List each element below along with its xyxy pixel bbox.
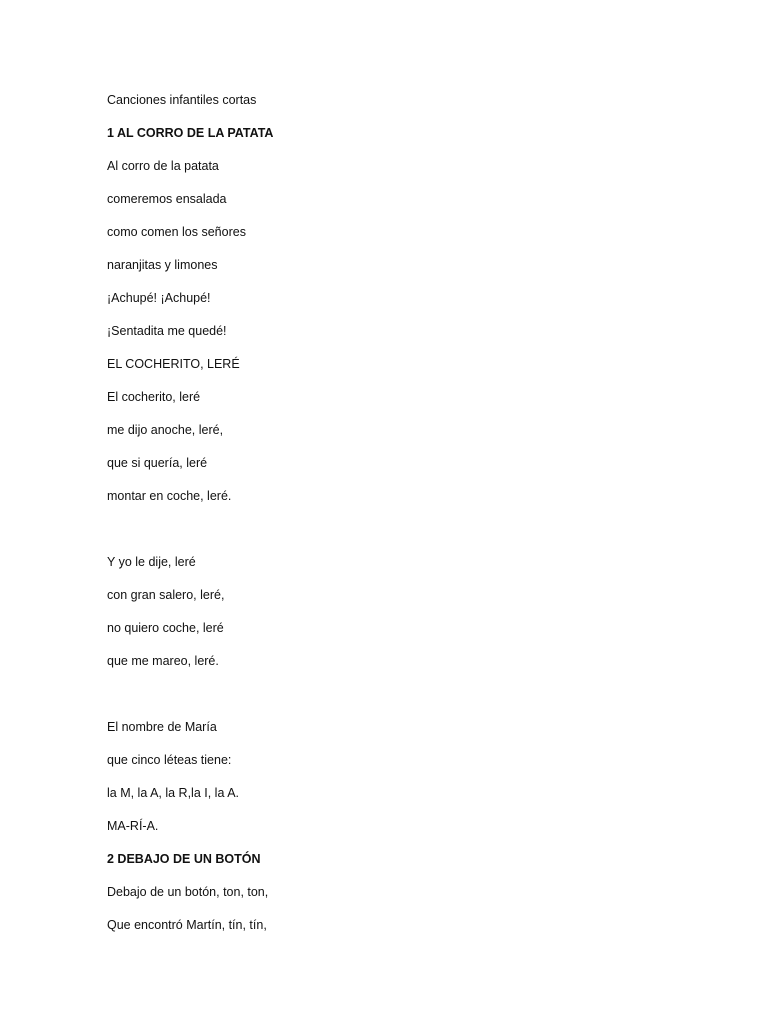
text-line: que me mareo, leré. <box>107 654 219 668</box>
text-line: naranjitas y limones <box>107 258 218 272</box>
text-line: montar en coche, leré. <box>107 489 232 503</box>
document-body <box>107 91 273 949</box>
text-line: EL COCHERITO, LERÉ <box>107 357 240 371</box>
text-line: El cocherito, leré <box>107 390 201 404</box>
text-line: Y yo le dije, leré <box>107 555 196 569</box>
text-line: la M, la A, la R,la I, la A. <box>107 786 240 800</box>
text-line: MA-RÍ-A. <box>107 819 159 833</box>
text-line: me dijo anoche, leré, <box>107 423 224 437</box>
section-heading: 1 AL CORRO DE LA PATATA <box>107 126 274 140</box>
text-line: ¡Sentadita me quedé! <box>107 324 227 338</box>
text-line: Al corro de la patata <box>107 159 219 173</box>
text-line: que si quería, leré <box>107 456 208 470</box>
text-line: Debajo de un botón, ton, ton, <box>107 885 269 899</box>
text-line: que cinco léteas tiene: <box>107 753 232 767</box>
text-line: El nombre de María <box>107 720 217 734</box>
text-line: con gran salero, leré, <box>107 588 225 602</box>
text-line: no quiero coche, leré <box>107 621 224 635</box>
text-line: Que encontró Martín, tín, tín, <box>107 918 267 932</box>
text-line: como comen los señores <box>107 225 246 239</box>
text-line: ¡Achupé! ¡Achupé! <box>107 291 211 305</box>
text-line: Canciones infantiles cortas <box>107 93 257 107</box>
blank-line <box>107 520 273 553</box>
blank-line <box>107 685 273 718</box>
section-heading: 2 DEBAJO DE UN BOTÓN <box>107 852 261 866</box>
text-line: comeremos ensalada <box>107 192 227 206</box>
